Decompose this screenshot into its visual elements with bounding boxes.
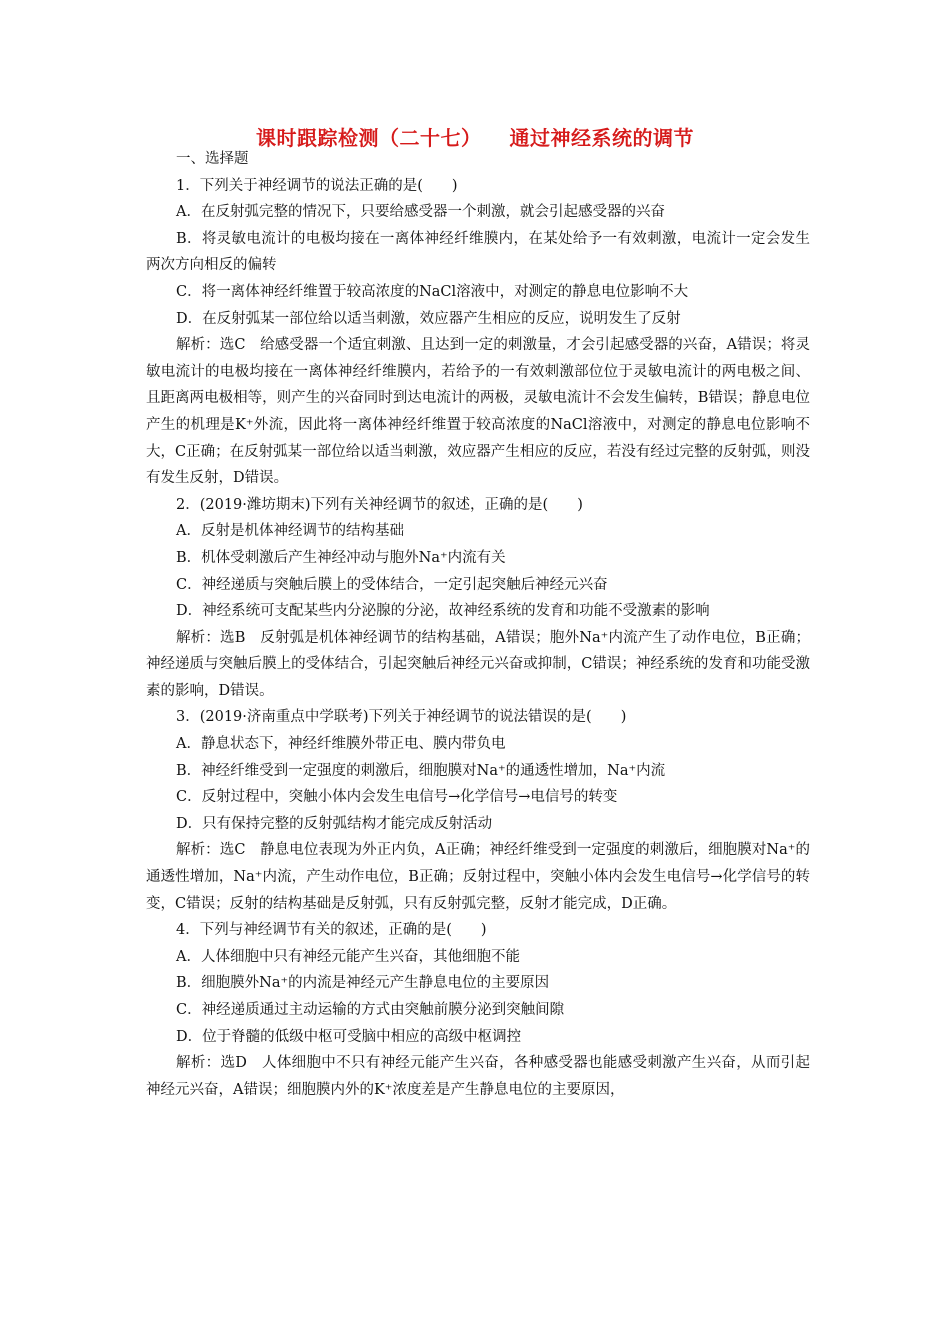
option-a: A．在反射弧完整的情况下，只要给感受器一个刺激，就会引起感受器的兴奋 — [176, 204, 665, 221]
option-c: C．神经递质与突触后膜上的受体结合，一定引起突触后神经元兴奋 — [176, 576, 608, 593]
question-stem: 4．下列与神经调节有关的叙述，正确的是( ) — [176, 922, 487, 939]
analysis: 解析：选D 人体细胞中不只有神经元能产生兴奋，各种感受器也能感受刺激产生兴奋，从而引起神经元兴奋，A错误；细胞膜内外的K⁺浓度差是产生静息电位的主要原因， — [146, 1055, 810, 1098]
title-main: 课时跟踪检测（二十七） — [256, 126, 482, 150]
question-stem: 2．(2019·潍坊期末)下列有关神经调节的叙述，正确的是( ) — [176, 496, 583, 513]
option-b: B．机体受刺激后产生神经冲动与胞外Na⁺内流有关 — [176, 549, 506, 566]
option-d: D．只有保持完整的反射弧结构才能完成反射活动 — [176, 815, 493, 832]
option-d: D．在反射弧某一部位给以适当刺激，效应器产生相应的反应，说明发生了反射 — [176, 310, 681, 327]
section-heading: 一、选择题 — [176, 151, 249, 167]
option-a: A．反射是机体神经调节的结构基础 — [176, 523, 404, 540]
option-d: D．位于脊髓的低级中枢可受脑中相应的高级中枢调控 — [176, 1028, 522, 1045]
document-body — [146, 146, 810, 1103]
analysis: 解析：选C 静息电位表现为外正内负，A正确；神经纤维受到一定强度的刺激后，细胞膜对Na⁺的通透性增加，Na⁺内流，产生动作电位，B正确；反射过程中，突触小体内会发生电信号→化学信号的转变，C错误；反射的结构基础是反射弧，只有反射弧完整，反射才能完成，D正确。 — [146, 842, 810, 912]
option-b: B．将灵敏电流计的电极均接在一离体神经纤维膜内，在某处给予一有效刺激，电流计一定会发生两次方向相反的偏转 — [146, 230, 810, 274]
option-b: B．细胞膜外Na⁺的内流是神经元产生静息电位的主要原因 — [176, 975, 550, 992]
title-topic: 通过神经系统的调节 — [509, 126, 694, 150]
question-stem: 3．(2019·济南重点中学联考)下列关于神经调节的说法错误的是( ) — [176, 709, 627, 726]
option-d: D．神经系统可支配某些内分泌腺的分泌，故神经系统的发育和功能不受激素的影响 — [176, 603, 710, 620]
option-b: B．神经纤维受到一定强度的刺激后，细胞膜对Na⁺的通透性增加，Na⁺内流 — [176, 762, 666, 779]
option-a: A．静息状态下，神经纤维膜外带正电、膜内带负电 — [176, 736, 506, 753]
option-c: C．神经递质通过主动运输的方式由突触前膜分泌到突触间隙 — [176, 1002, 565, 1018]
option-c: C．反射过程中，突触小体内会发生电信号→化学信号→电信号的转变 — [176, 789, 618, 806]
analysis: 解析：选B 反射弧是机体神经调节的结构基础，A错误；胞外Na⁺内流产生了动作电位，B正确；神经递质与突触后膜上的受体结合，引起突触后神经元兴奋或抑制，C错误；神经系统的发育和功能受激素的影响，D错误。 — [146, 629, 810, 699]
question-stem: 1．下列关于神经调节的说法正确的是( ) — [176, 177, 458, 194]
option-a: A．人体细胞中只有神经元能产生兴奋，其他细胞不能 — [176, 948, 520, 965]
option-c: C．将一离体神经纤维置于较高浓度的NaCl溶液中，对测定的静息电位影响不大 — [176, 283, 689, 300]
analysis: 解析：选C 给感受器一个适宜刺激、且达到一定的刺激量，才会引起感受器的兴奋，A错误；将灵敏电流计的电极均接在一离体神经纤维膜内，若给予的一有效刺激部位位于灵敏电流计的两电极之间、且距离两电极相等，则产生的兴奋同时到达电流计的两极，灵敏电流计不会发生偏转，B错误；静息电位产生的机理是K⁺外流，因此将一离体神经纤维置于较高浓度的NaCl溶液中，对测定的静息电位影响不大，C正确；在反射弧某一部位给以适当刺激，效应器产生相应的反应，若没有经过完整的反射弧，则没有发生反射，D错误。 — [146, 337, 810, 487]
